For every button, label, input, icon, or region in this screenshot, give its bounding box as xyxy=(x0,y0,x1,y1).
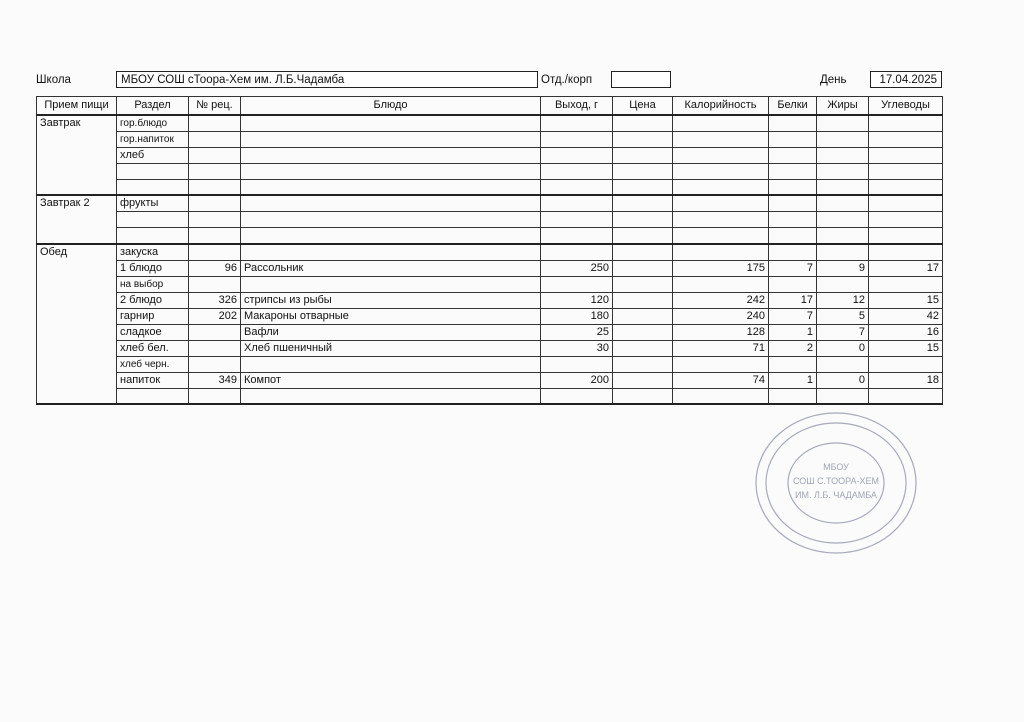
fat-cell xyxy=(817,195,869,212)
dept-field xyxy=(611,71,671,88)
table-row xyxy=(37,292,943,308)
carbs-cell xyxy=(869,195,943,212)
output-cell xyxy=(541,228,613,244)
recipe-number-cell: 349 xyxy=(189,372,241,388)
protein-cell: 1 xyxy=(769,324,817,340)
carbs-cell: 17 xyxy=(869,260,943,276)
fat-cell xyxy=(817,228,869,244)
output-cell: 25 xyxy=(541,324,613,340)
carbs-cell xyxy=(869,163,943,179)
price-cell xyxy=(613,244,673,261)
table-row xyxy=(37,388,943,404)
carbs-cell: 15 xyxy=(869,292,943,308)
table-row xyxy=(37,276,943,292)
protein-cell xyxy=(769,115,817,132)
section-cell: гор.напиток xyxy=(117,131,189,147)
meal-cell xyxy=(37,308,117,324)
carbs-cell xyxy=(869,147,943,163)
table-row xyxy=(37,340,943,356)
recipe-number-cell xyxy=(189,195,241,212)
output-cell xyxy=(541,195,613,212)
fat-cell xyxy=(817,179,869,195)
carbs-cell: 15 xyxy=(869,340,943,356)
protein-cell xyxy=(769,163,817,179)
recipe-number-cell xyxy=(189,179,241,195)
price-cell xyxy=(613,308,673,324)
protein-cell xyxy=(769,212,817,228)
price-cell xyxy=(613,195,673,212)
col-header: Жиры xyxy=(817,97,869,115)
meal-cell xyxy=(37,260,117,276)
price-cell xyxy=(613,292,673,308)
table-row xyxy=(37,372,943,388)
calories-cell: 240 xyxy=(673,308,769,324)
dish-cell xyxy=(241,131,541,147)
dish-cell: Вафли xyxy=(241,324,541,340)
section-cell: 2 блюдо xyxy=(117,292,189,308)
dish-cell xyxy=(241,195,541,212)
section-cell: на выбор xyxy=(117,276,189,292)
protein-cell xyxy=(769,147,817,163)
output-cell xyxy=(541,147,613,163)
output-cell xyxy=(541,276,613,292)
carbs-cell: 42 xyxy=(869,308,943,324)
calories-cell xyxy=(673,195,769,212)
meal-cell xyxy=(37,372,117,388)
section-cell: закуска xyxy=(117,244,189,261)
carbs-cell xyxy=(869,276,943,292)
protein-cell xyxy=(769,195,817,212)
protein-cell: 7 xyxy=(769,308,817,324)
dish-cell xyxy=(241,244,541,261)
output-cell xyxy=(541,115,613,132)
calories-cell xyxy=(673,179,769,195)
output-cell xyxy=(541,388,613,404)
section-cell xyxy=(117,179,189,195)
price-cell xyxy=(613,228,673,244)
section-cell: гор.блюдо xyxy=(117,115,189,132)
output-cell: 180 xyxy=(541,308,613,324)
table-row xyxy=(37,324,943,340)
protein-cell xyxy=(769,228,817,244)
dish-cell: стрипсы из рыбы xyxy=(241,292,541,308)
recipe-number-cell: 96 xyxy=(189,260,241,276)
table-row xyxy=(37,228,943,244)
fat-cell: 0 xyxy=(817,340,869,356)
meal-cell xyxy=(37,147,117,163)
section-cell: напиток xyxy=(117,372,189,388)
price-cell xyxy=(613,115,673,132)
meal-cell xyxy=(37,163,117,179)
table-row xyxy=(37,244,943,261)
meal-cell xyxy=(37,179,117,195)
section-cell: хлеб бел. xyxy=(117,340,189,356)
price-cell xyxy=(613,179,673,195)
recipe-number-cell xyxy=(189,340,241,356)
price-cell xyxy=(613,260,673,276)
recipe-number-cell xyxy=(189,388,241,404)
carbs-cell xyxy=(869,212,943,228)
col-header: Цена xyxy=(613,97,673,115)
calories-cell xyxy=(673,244,769,261)
carbs-cell xyxy=(869,356,943,372)
col-header: Раздел xyxy=(117,97,189,115)
calories-cell: 74 xyxy=(673,372,769,388)
price-cell xyxy=(613,388,673,404)
dish-cell: Хлеб пшеничный xyxy=(241,340,541,356)
protein-cell xyxy=(769,388,817,404)
table-row xyxy=(37,131,943,147)
table-row xyxy=(37,308,943,324)
meal-cell xyxy=(37,276,117,292)
col-header: № рец. xyxy=(189,97,241,115)
recipe-number-cell xyxy=(189,324,241,340)
protein-cell: 7 xyxy=(769,260,817,276)
carbs-cell xyxy=(869,388,943,404)
calories-cell xyxy=(673,163,769,179)
table-row xyxy=(37,195,943,212)
meal-cell xyxy=(37,340,117,356)
protein-cell xyxy=(769,276,817,292)
table-row xyxy=(37,212,943,228)
recipe-number-cell xyxy=(189,228,241,244)
price-cell xyxy=(613,324,673,340)
official-stamp xyxy=(752,408,920,558)
section-cell xyxy=(117,228,189,244)
recipe-number-cell xyxy=(189,276,241,292)
dish-cell xyxy=(241,388,541,404)
meal-cell xyxy=(37,388,117,404)
carbs-cell xyxy=(869,179,943,195)
meal-cell: Обед xyxy=(37,244,117,261)
calories-cell xyxy=(673,228,769,244)
price-cell xyxy=(613,212,673,228)
section-cell: гарнир xyxy=(117,308,189,324)
section-cell: 1 блюдо xyxy=(117,260,189,276)
dish-cell xyxy=(241,147,541,163)
table-header-row xyxy=(37,97,943,115)
recipe-number-cell xyxy=(189,356,241,372)
calories-cell: 175 xyxy=(673,260,769,276)
fat-cell xyxy=(817,131,869,147)
meal-cell xyxy=(37,212,117,228)
output-cell: 30 xyxy=(541,340,613,356)
price-cell xyxy=(613,147,673,163)
calories-cell xyxy=(673,115,769,132)
col-header: Прием пищи xyxy=(37,97,117,115)
dish-cell: Рассольник xyxy=(241,260,541,276)
carbs-cell: 18 xyxy=(869,372,943,388)
section-cell: хлеб черн. xyxy=(117,356,189,372)
meal-cell xyxy=(37,356,117,372)
col-header: Белки xyxy=(769,97,817,115)
recipe-number-cell xyxy=(189,115,241,132)
price-cell xyxy=(613,276,673,292)
fat-cell xyxy=(817,212,869,228)
fat-cell xyxy=(817,388,869,404)
section-cell: фрукты xyxy=(117,195,189,212)
dish-cell xyxy=(241,276,541,292)
fat-cell: 0 xyxy=(817,372,869,388)
meal-cell xyxy=(37,131,117,147)
protein-cell xyxy=(769,131,817,147)
price-cell xyxy=(613,356,673,372)
table-row xyxy=(37,115,943,132)
menu-table xyxy=(36,96,943,405)
recipe-number-cell: 326 xyxy=(189,292,241,308)
col-header: Углеводы xyxy=(869,97,943,115)
output-cell xyxy=(541,179,613,195)
meal-cell xyxy=(37,292,117,308)
calories-cell xyxy=(673,388,769,404)
table-row xyxy=(37,179,943,195)
fat-cell xyxy=(817,276,869,292)
calories-cell: 71 xyxy=(673,340,769,356)
protein-cell: 2 xyxy=(769,340,817,356)
carbs-cell: 16 xyxy=(869,324,943,340)
dish-cell xyxy=(241,356,541,372)
fat-cell: 5 xyxy=(817,308,869,324)
dish-cell: Макароны отварные xyxy=(241,308,541,324)
school-name-field: МБОУ СОШ сТоора-Хем им. Л.Б.Чадамба xyxy=(116,71,538,88)
fat-cell: 12 xyxy=(817,292,869,308)
output-cell xyxy=(541,212,613,228)
price-cell xyxy=(613,340,673,356)
output-cell xyxy=(541,244,613,261)
output-cell: 120 xyxy=(541,292,613,308)
table-row xyxy=(37,163,943,179)
section-cell xyxy=(117,163,189,179)
dish-cell xyxy=(241,228,541,244)
protein-cell: 17 xyxy=(769,292,817,308)
calories-cell xyxy=(673,212,769,228)
meal-cell: Завтрак 2 xyxy=(37,195,117,212)
section-cell: хлеб xyxy=(117,147,189,163)
menu-body xyxy=(37,115,943,405)
fat-cell xyxy=(817,163,869,179)
table-row xyxy=(37,356,943,372)
output-cell: 250 xyxy=(541,260,613,276)
carbs-cell xyxy=(869,244,943,261)
recipe-number-cell xyxy=(189,212,241,228)
fat-cell xyxy=(817,147,869,163)
recipe-number-cell: 202 xyxy=(189,308,241,324)
calories-cell: 242 xyxy=(673,292,769,308)
stamp-line: СОШ С.ТООРА-ХЕМ xyxy=(792,476,880,486)
stamp-line: ИМ. Л.Б. ЧАДАМБА xyxy=(795,490,877,500)
col-header: Выход, г xyxy=(541,97,613,115)
fat-cell xyxy=(817,356,869,372)
school-label: Школа xyxy=(36,74,71,86)
fat-cell xyxy=(817,244,869,261)
dish-cell xyxy=(241,179,541,195)
table-row xyxy=(37,147,943,163)
fat-cell: 9 xyxy=(817,260,869,276)
carbs-cell xyxy=(869,228,943,244)
dish-cell xyxy=(241,212,541,228)
protein-cell: 1 xyxy=(769,372,817,388)
dish-cell xyxy=(241,163,541,179)
protein-cell xyxy=(769,179,817,195)
calories-cell xyxy=(673,147,769,163)
table-row xyxy=(37,260,943,276)
day-label: День xyxy=(820,74,847,86)
stamp-line: МБОУ xyxy=(823,462,849,472)
meal-cell xyxy=(37,228,117,244)
protein-cell xyxy=(769,356,817,372)
section-cell: сладкое xyxy=(117,324,189,340)
meal-cell xyxy=(37,324,117,340)
fat-cell: 7 xyxy=(817,324,869,340)
recipe-number-cell xyxy=(189,131,241,147)
section-cell xyxy=(117,212,189,228)
calories-cell xyxy=(673,276,769,292)
calories-cell xyxy=(673,131,769,147)
calories-cell xyxy=(673,356,769,372)
col-header: Блюдо xyxy=(241,97,541,115)
meal-cell: Завтрак xyxy=(37,115,117,132)
carbs-cell xyxy=(869,115,943,132)
output-cell xyxy=(541,163,613,179)
output-cell: 200 xyxy=(541,372,613,388)
carbs-cell xyxy=(869,131,943,147)
price-cell xyxy=(613,131,673,147)
dept-label: Отд./корп xyxy=(541,74,593,86)
section-cell xyxy=(117,388,189,404)
output-cell xyxy=(541,356,613,372)
date-field: 17.04.2025 xyxy=(870,71,942,88)
recipe-number-cell xyxy=(189,244,241,261)
col-header: Калорийность xyxy=(673,97,769,115)
recipe-number-cell xyxy=(189,147,241,163)
dish-cell xyxy=(241,115,541,132)
recipe-number-cell xyxy=(189,163,241,179)
price-cell xyxy=(613,372,673,388)
price-cell xyxy=(613,163,673,179)
calories-cell: 128 xyxy=(673,324,769,340)
protein-cell xyxy=(769,244,817,261)
fat-cell xyxy=(817,115,869,132)
output-cell xyxy=(541,131,613,147)
dish-cell: Компот xyxy=(241,372,541,388)
